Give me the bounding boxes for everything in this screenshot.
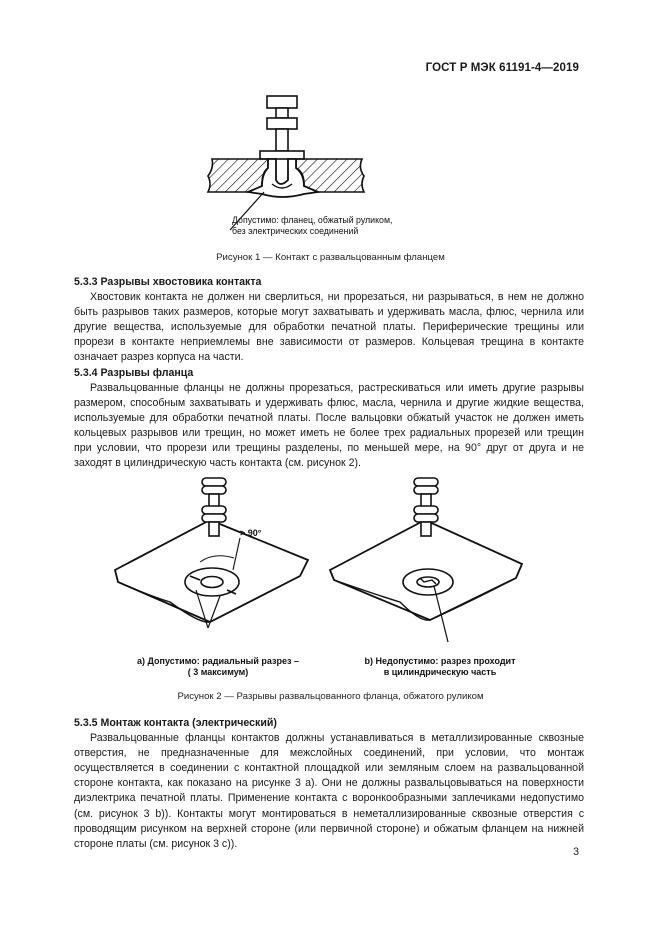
figure-2a-label-line1: a) Допустимо: радиальный разрез – [137,656,299,666]
paragraph-5-3-3: Хвостовик контакта не должен ни сверлиться, ни прорезаться, ни разрываться, в нем не должно быть разрывов таких размеров, которые могут захватывать и удерживать масла, флюс, чернила или другие вещества, используемые для обработки печатной платы. Периферические трещины или прорези в контакте неприемлемы вне зависимости от размеров. Кольцевая трещина в контакте означает разрез корпуса на части. [74,291,584,364]
heading-5-3-4: 5.3.4 Разрывы фланца [74,366,194,379]
paragraph-5-3-4: Развальцованные фланцы не должны прорезаться, растрескиваться или иметь другие разрывы размером, способным захватывать и удерживать флюс, масла, чернила и другие жидкие вещества, используемые для обработки печатной платы. После вальцовки обжатый участок не должен иметь кольцевых разрывов или трещин, но может иметь не более трех радиальных прорезей или трещин при условии, что прорези или трещины разделены, по меньшей мере, на 90° друг от друга и не заходят в цилиндрическую часть контакта (см. рисунок 2). [74,381,584,470]
figure-2-angle-label: > 90° [240,528,262,538]
text-block-1 [74,275,584,471]
figure-2b-label-line1: b) Недопустимо: разрез проходит [364,656,516,666]
figure-2a-label [118,656,318,678]
document-header: ГОСТ Р МЭК 61191-4—2019 [425,62,579,74]
paragraph-5-3-5: Развальцованные фланцы контактов должны устанавливаться в металлизированные сквозные отверстия, не предназначенные для межслойных соединений, при условии, что монтаж осуществляется в соединении с контактной площадкой или земляным слоем на развальцованной стороне контакта, как показано на рисунке 3 а). Они не должны развальцовываться на поверхности диэлектрика печатной платы. Применение контакта с воронкообразными заплечиками недопустимо (см. рисунок 3 b)). Контакты могут монтироваться в неметаллизированные сквозные отверстия с проводящим рисунком на верхней стороне (или первичной стороне) и обжатым фланцем на нижней стороне платы (см. рисунок 3 c)). [74,732,584,850]
heading-5-3-5: 5.3.5 Монтаж контакта (электрический) [74,717,277,729]
figure-2b-label-line2: в цилиндрическую часть [383,667,497,677]
heading-5-3-3: 5.3.3 Разрывы хвостовика контакта [74,276,262,288]
figure-1-label [232,215,432,237]
figure-2b-drawing [320,472,540,652]
text-block-2 [74,716,584,852]
figure-1-label-line1: Допустимо: фланец, обжатый руликом, [232,215,393,225]
figure-2-caption: Рисунок 2 — Разрывы развальцованного фланца, обжатого руликом [177,691,484,702]
figure-2a-label-line2: ( 3 максимум) [187,667,249,677]
figure-1-caption: Рисунок 1 — Контакт с развальцованным фланцем [216,252,445,263]
figure-2b-label [340,656,540,678]
figure-1-label-line2: без электрических соединений [232,226,359,236]
page-number: 3 [573,846,579,858]
figure-2a-drawing [110,472,330,652]
